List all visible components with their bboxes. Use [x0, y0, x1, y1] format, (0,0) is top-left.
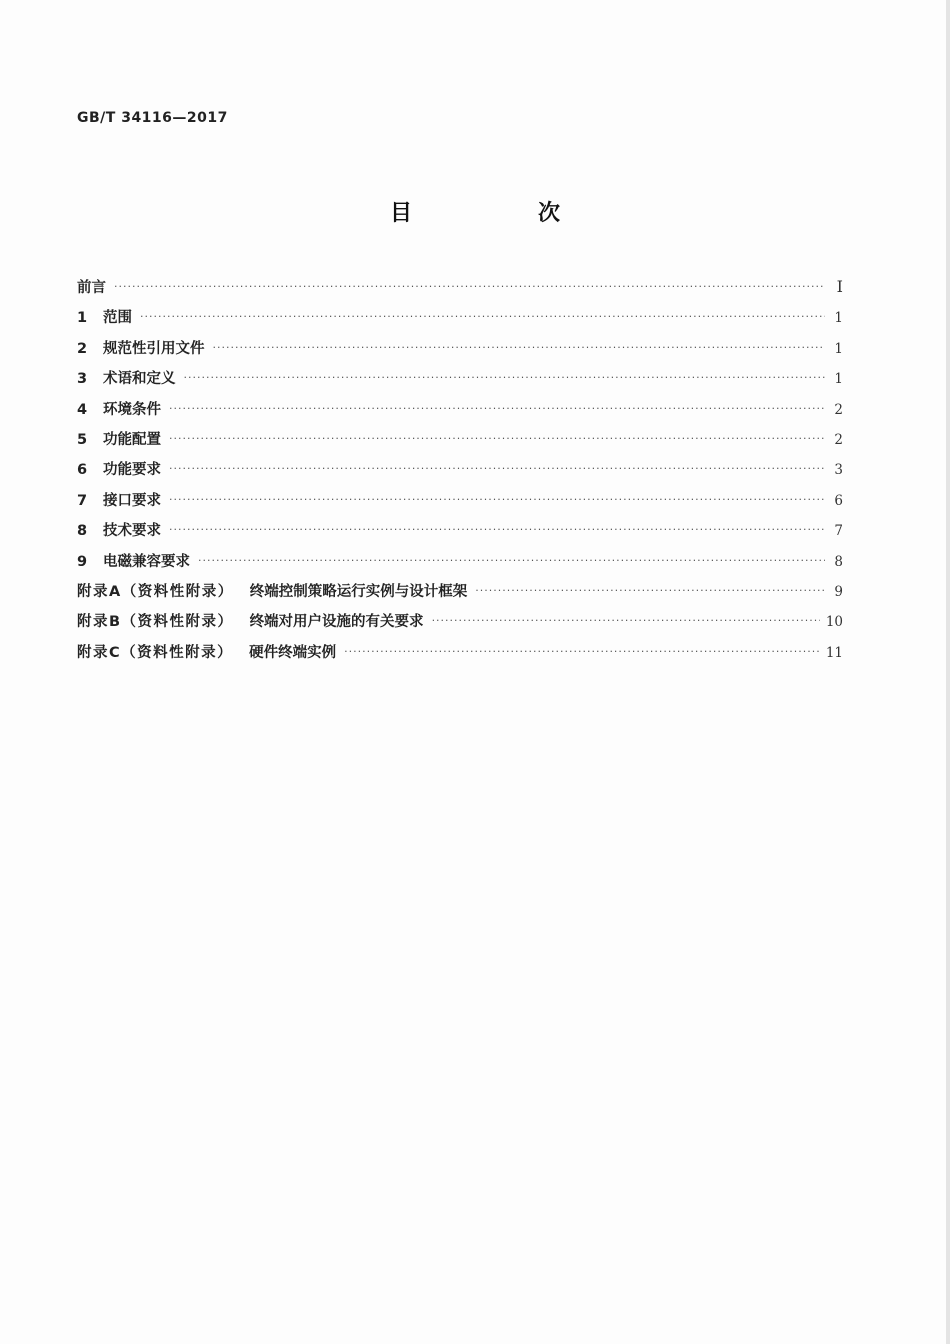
- toc-leader-dots: [169, 523, 825, 536]
- toc-entry-9[interactable]: [77, 550, 843, 580]
- toc-entry-label: [77, 580, 467, 601]
- toc-leader-dots: [475, 584, 825, 597]
- toc-entry-number: 9: [77, 553, 88, 570]
- toc-entry-title: 电磁兼容要求: [103, 553, 190, 570]
- toc-leader-dots: [432, 614, 820, 627]
- appendix-designation: 附录B（资料性附录）: [77, 614, 234, 631]
- toc-entry-title: 规范性引用文件: [103, 340, 205, 357]
- toc-leader-dots: [169, 432, 825, 445]
- toc-leader-dots: [198, 554, 825, 567]
- toc-entry-number: 7: [77, 492, 88, 509]
- toc-entry-page: 1: [834, 340, 843, 357]
- toc-entry-number: 1: [77, 310, 88, 327]
- toc-entry-page: 6: [834, 492, 843, 509]
- toc-leader-dots: [213, 341, 826, 354]
- toc-leader-dots: [344, 645, 820, 658]
- toc-entry-page: 2: [834, 431, 843, 448]
- toc-entry-number: 4: [77, 401, 88, 418]
- toc-entry-page: 7: [834, 523, 843, 540]
- toc-entry-label: 前言: [77, 280, 106, 296]
- toc-leader-dots: [140, 310, 825, 323]
- toc-entry-page: 11: [825, 644, 843, 661]
- toc-entry-page: 1: [834, 371, 843, 388]
- appendix-designation: 附录A（资料性附录）: [77, 583, 234, 600]
- toc-entry-number: 5: [77, 431, 88, 448]
- toc-entry-appendix-a[interactable]: [77, 580, 843, 610]
- toc-entry-4[interactable]: [77, 398, 843, 428]
- toc-leader-dots: [114, 280, 825, 293]
- toc-entry-title: 终端控制策略运行实例与设计框架: [249, 583, 468, 600]
- toc-entry-label: [77, 398, 161, 419]
- toc-leader-dots: [169, 493, 825, 506]
- toc-leader-dots: [169, 462, 825, 475]
- toc-entry-label: [77, 458, 161, 479]
- toc-leader-dots: [169, 402, 825, 415]
- toc-entry-title: 终端对用户设施的有关要求: [249, 614, 424, 631]
- toc-title: 目 次: [389, 201, 612, 226]
- toc-entry-page: 9: [834, 583, 843, 600]
- toc-entry-label: [77, 428, 161, 449]
- appendix-designation: 附录C（资料性附录）: [77, 644, 234, 661]
- toc-entry-page: 3: [834, 462, 843, 479]
- toc-entry-number: 2: [77, 340, 88, 357]
- toc-list: [77, 276, 843, 671]
- toc-entry-title: 功能要求: [103, 462, 161, 479]
- toc-entry-title: 术语和定义: [103, 371, 176, 388]
- toc-entry-5[interactable]: [77, 428, 843, 458]
- toc-entry-title: 环境条件: [103, 401, 161, 418]
- toc-entry-label: [77, 489, 161, 510]
- toc-entry-title: 功能配置: [103, 431, 161, 448]
- toc-entry-appendix-c[interactable]: [77, 641, 843, 671]
- toc-entry-label: [77, 550, 190, 571]
- toc-entry-page: 1: [834, 310, 843, 327]
- toc-entry-label: [77, 641, 336, 662]
- standard-code: GB/T 34116—2017: [77, 110, 228, 126]
- toc-entry-label: [77, 610, 424, 631]
- toc-entry-number: 8: [77, 523, 88, 540]
- toc-leader-dots: [184, 371, 826, 384]
- toc-entry-label: [77, 367, 176, 388]
- toc-entry-page: 10: [825, 614, 843, 631]
- toc-entry-foreword[interactable]: [77, 276, 843, 306]
- toc-entry-page: 2: [834, 401, 843, 418]
- toc-entry-appendix-b[interactable]: [77, 610, 843, 640]
- toc-entry-title: 硬件终端实例: [249, 644, 337, 661]
- toc-entry-2[interactable]: [77, 337, 843, 367]
- toc-entry-page: 8: [834, 553, 843, 570]
- toc-entry-title: 范围: [103, 310, 132, 327]
- toc-entry-8[interactable]: [77, 519, 843, 549]
- toc-entry-1[interactable]: [77, 306, 843, 336]
- toc-entry-label: [77, 306, 132, 327]
- toc-entry-number: 6: [77, 462, 88, 479]
- toc-entry-number: 3: [77, 371, 88, 388]
- toc-entry-page: I: [836, 277, 843, 296]
- toc-entry-7[interactable]: [77, 489, 843, 519]
- toc-entry-6[interactable]: [77, 458, 843, 488]
- toc-entry-title: 技术要求: [103, 523, 161, 540]
- toc-entry-3[interactable]: [77, 367, 843, 397]
- toc-entry-title: 接口要求: [103, 492, 161, 509]
- toc-entry-label: [77, 337, 205, 358]
- toc-entry-label: [77, 519, 161, 540]
